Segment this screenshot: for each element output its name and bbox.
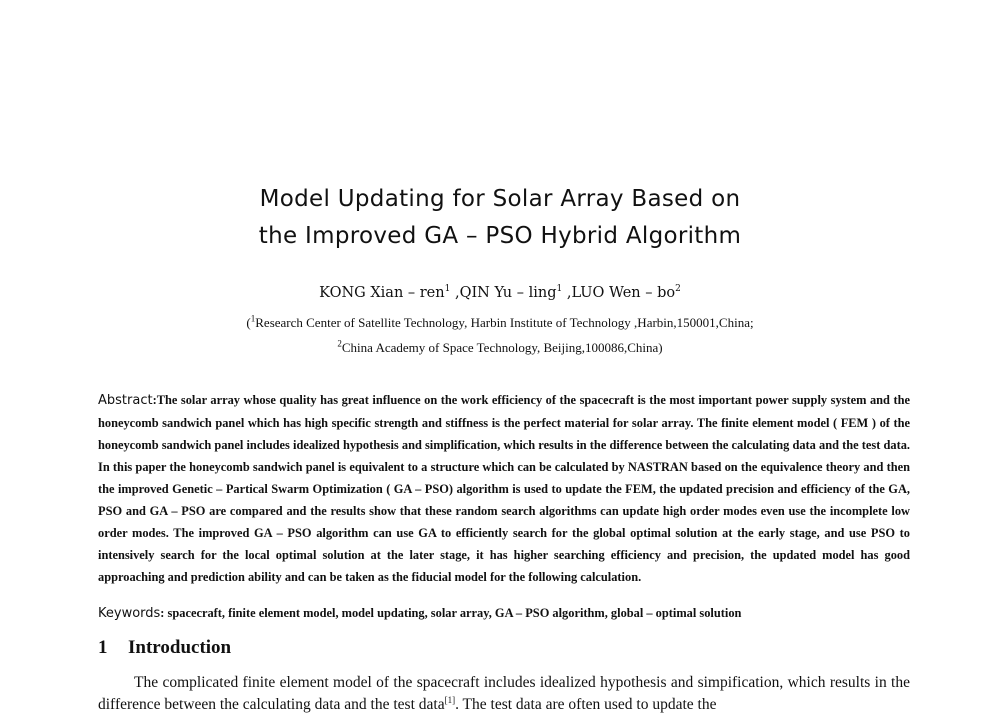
author-affiliation-mark: 2 (675, 284, 681, 295)
intro-text: The complicated finite element model of the spacecraft includes idealized hypothesis and simpification, which results in the difference between the calculating data and the test data (98, 674, 910, 713)
author-name: QIN Yu – ling (459, 285, 557, 301)
paper-title-line-1: Model Updating for Solar Array Based on (259, 186, 741, 212)
intro-text-continued: . The test data are often used to update the (455, 696, 717, 713)
abstract-label: Abstract (98, 393, 153, 408)
author-affiliation-mark: 1 (556, 284, 563, 295)
affiliation-2 (0, 340, 1000, 356)
keywords-label: Keywords (98, 606, 161, 621)
author-affiliation-mark: 1 (444, 284, 451, 295)
affiliation-text: Research Center of Satellite Technology, Harbin Institute of Technology ,Harbin,150001,China; (255, 315, 754, 330)
author-separator: , (562, 285, 572, 301)
affiliation-mark: 2 (337, 338, 342, 349)
section-number: 1 (98, 637, 108, 658)
author-name: KONG Xian – ren (319, 285, 445, 301)
keywords-separator: : (160, 606, 165, 620)
citation-mark: [1] (444, 694, 456, 705)
affiliation-text: China Academy of Space Technology, Beijing,100086,China) (341, 340, 663, 355)
section-title: Introduction (128, 637, 232, 658)
keywords (98, 606, 910, 621)
author-separator: , (450, 285, 460, 301)
abstract-separator: : (152, 393, 157, 407)
paper-title-line-2: the Improved GA – PSO Hybrid Algorithm (258, 223, 742, 249)
affiliation-1 (0, 315, 1000, 331)
section-heading (98, 637, 231, 659)
abstract (98, 389, 910, 588)
affiliation-mark: 1 (250, 313, 256, 324)
author-list (0, 285, 1000, 301)
author-name: LUO Wen – bo (571, 285, 676, 301)
affiliation-open-paren: ( (246, 315, 251, 330)
intro-paragraph (98, 672, 910, 716)
abstract-text: The solar array whose quality has great influence on the work efficiency of the spacecraft is the most important power supply system and the honeycomb sandwich panel which has high specific strength and stiffness is the perfect material for solar array. The finite element model ( FEM ) of the honeycomb sandwich panel includes idealized hypothesis and simplification, which results in the difference between the calculating data and the test data. In this paper the honeycomb sandwich panel is equivalent to a structure which can be calculated by NASTRAN based on the equivalence theory and then the improved Genetic – Partical Swarm Optimization ( GA – PSO) algorithm is used to update the FEM, the updated precision and efficiency of the GA, PSO and GA – PSO are compared and the results show that these random search algorithms can update high order modes even use the incomplete low order modes. The improved GA – PSO algorithm can use GA to efficiently search for the global optimal solution at the early stage, and use PSO to intensively search for the local optimal solution at the later stage, it has higher searching efficiency and precision, the updated model has good approaching and prediction ability and can be taken as the fiducial model for the following calculation. (98, 393, 910, 584)
keywords-text: spacecraft, finite element model, model updating, solar array, GA – PSO algorithm, global – optimal solution (167, 606, 742, 620)
